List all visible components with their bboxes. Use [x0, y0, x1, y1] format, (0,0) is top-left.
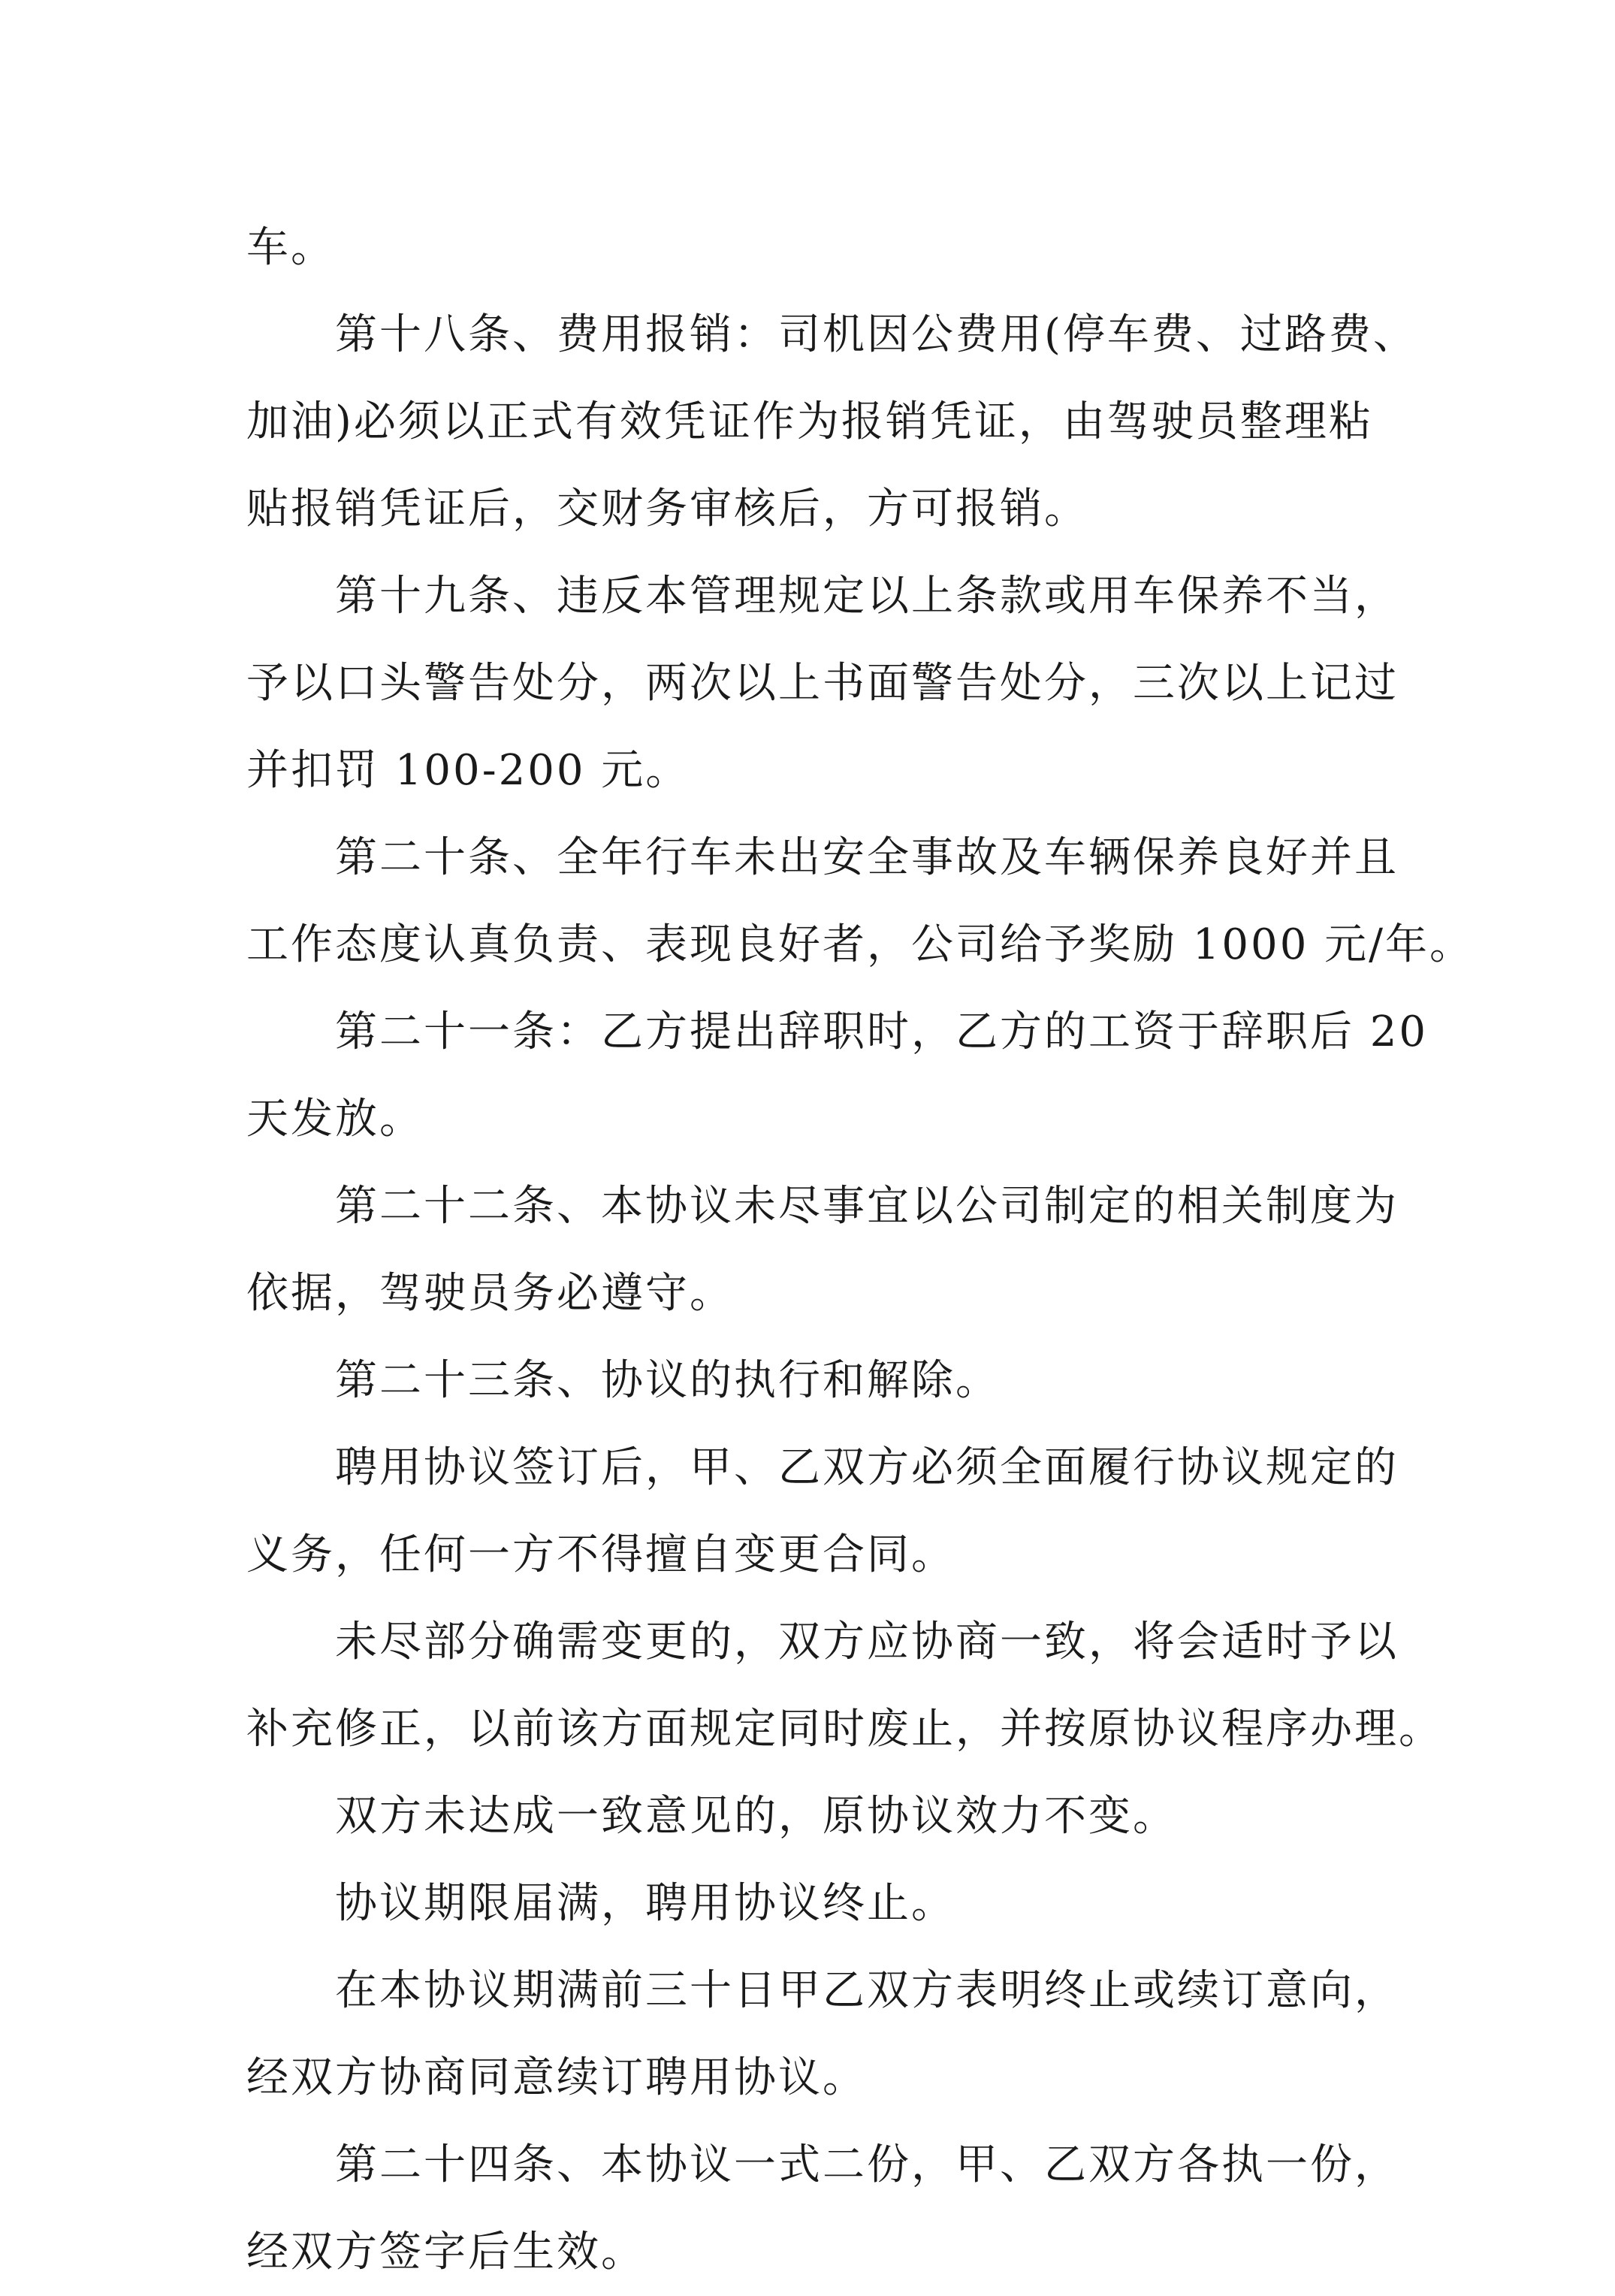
- text-line: 第二十三条、协议的执行和解除。: [335, 1356, 1000, 1405]
- paragraph: [246, 1599, 1443, 1773]
- paragraph: [246, 204, 1388, 292]
- text-line: 依据，驾驶员务必遵守。: [246, 1269, 734, 1318]
- document-body: [246, 204, 1474, 2296]
- text-line: 天发放。: [246, 1095, 424, 1143]
- paragraph: [246, 1860, 1388, 1947]
- text-line: 经双方协商同意续订聘用协议。: [246, 2053, 867, 2102]
- paragraph: [246, 292, 1417, 553]
- text-line: 第十九条、违反本管理规定以上条款或用车保养不当，: [335, 572, 1399, 621]
- text-line: 加油)必须以正式有效凭证作为报销凭证，由驾驶员整理粘: [246, 397, 1373, 446]
- paragraph: [246, 1947, 1399, 2122]
- text-line: 经双方签字后生效。: [246, 2228, 645, 2276]
- text-line: 第十八条、费用报销：司机因公费用(停车费、过路费、: [335, 310, 1417, 359]
- text-line: 在本协议期满前三十日甲乙双方表明终止或续订意向，: [335, 1966, 1399, 2015]
- paragraph: [246, 1337, 1388, 1424]
- paragraph: [246, 989, 1429, 1163]
- text-line: 补充修正，以前该方面规定同时废止，并按原协议程序办理。: [246, 1705, 1443, 1754]
- text-line: 协议期限届满，聘用协议终止。: [335, 1879, 955, 1928]
- text-line: 第二十二条、本协议未尽事宜以公司制定的相关制度为: [335, 1182, 1399, 1231]
- paragraph: [246, 1773, 1388, 1860]
- text-line: 第二十一条：乙方提出辞职时，乙方的工资于辞职后 20: [335, 1008, 1429, 1056]
- text-line: 贴报销凭证后，交财务审核后，方可报销。: [246, 485, 1088, 533]
- text-line: 聘用协议签订后，甲、乙双方必须全面履行协议规定的: [335, 1443, 1399, 1492]
- paragraph: [246, 1424, 1399, 1599]
- paragraph: [246, 553, 1399, 814]
- text-line: 予以口头警告处分，两次以上书面警告处分，三次以上记过: [246, 659, 1399, 708]
- text-line: 并扣罚 100-200 元。: [246, 746, 690, 795]
- text-line: 未尽部分确需变更的，双方应协商一致，将会适时予以: [335, 1618, 1399, 1666]
- text-line: 双方未达成一致意见的，原协议效力不变。: [335, 1792, 1177, 1841]
- text-line: 第二十四条、本协议一式二份，甲、乙双方各执一份，: [335, 2140, 1399, 2189]
- paragraph: [246, 2122, 1399, 2296]
- text-line: 义务，任何一方不得擅自变更合同。: [246, 1530, 955, 1579]
- text-line: 第二十条、全年行车未出安全事故及车辆保养良好并且: [335, 833, 1399, 882]
- paragraph: [246, 814, 1474, 989]
- paragraph: [246, 1163, 1399, 1337]
- text-line: 工作态度认真负责、表现良好者，公司给予奖励 1000 元/年。: [246, 920, 1474, 969]
- text-line: 车。: [246, 223, 335, 272]
